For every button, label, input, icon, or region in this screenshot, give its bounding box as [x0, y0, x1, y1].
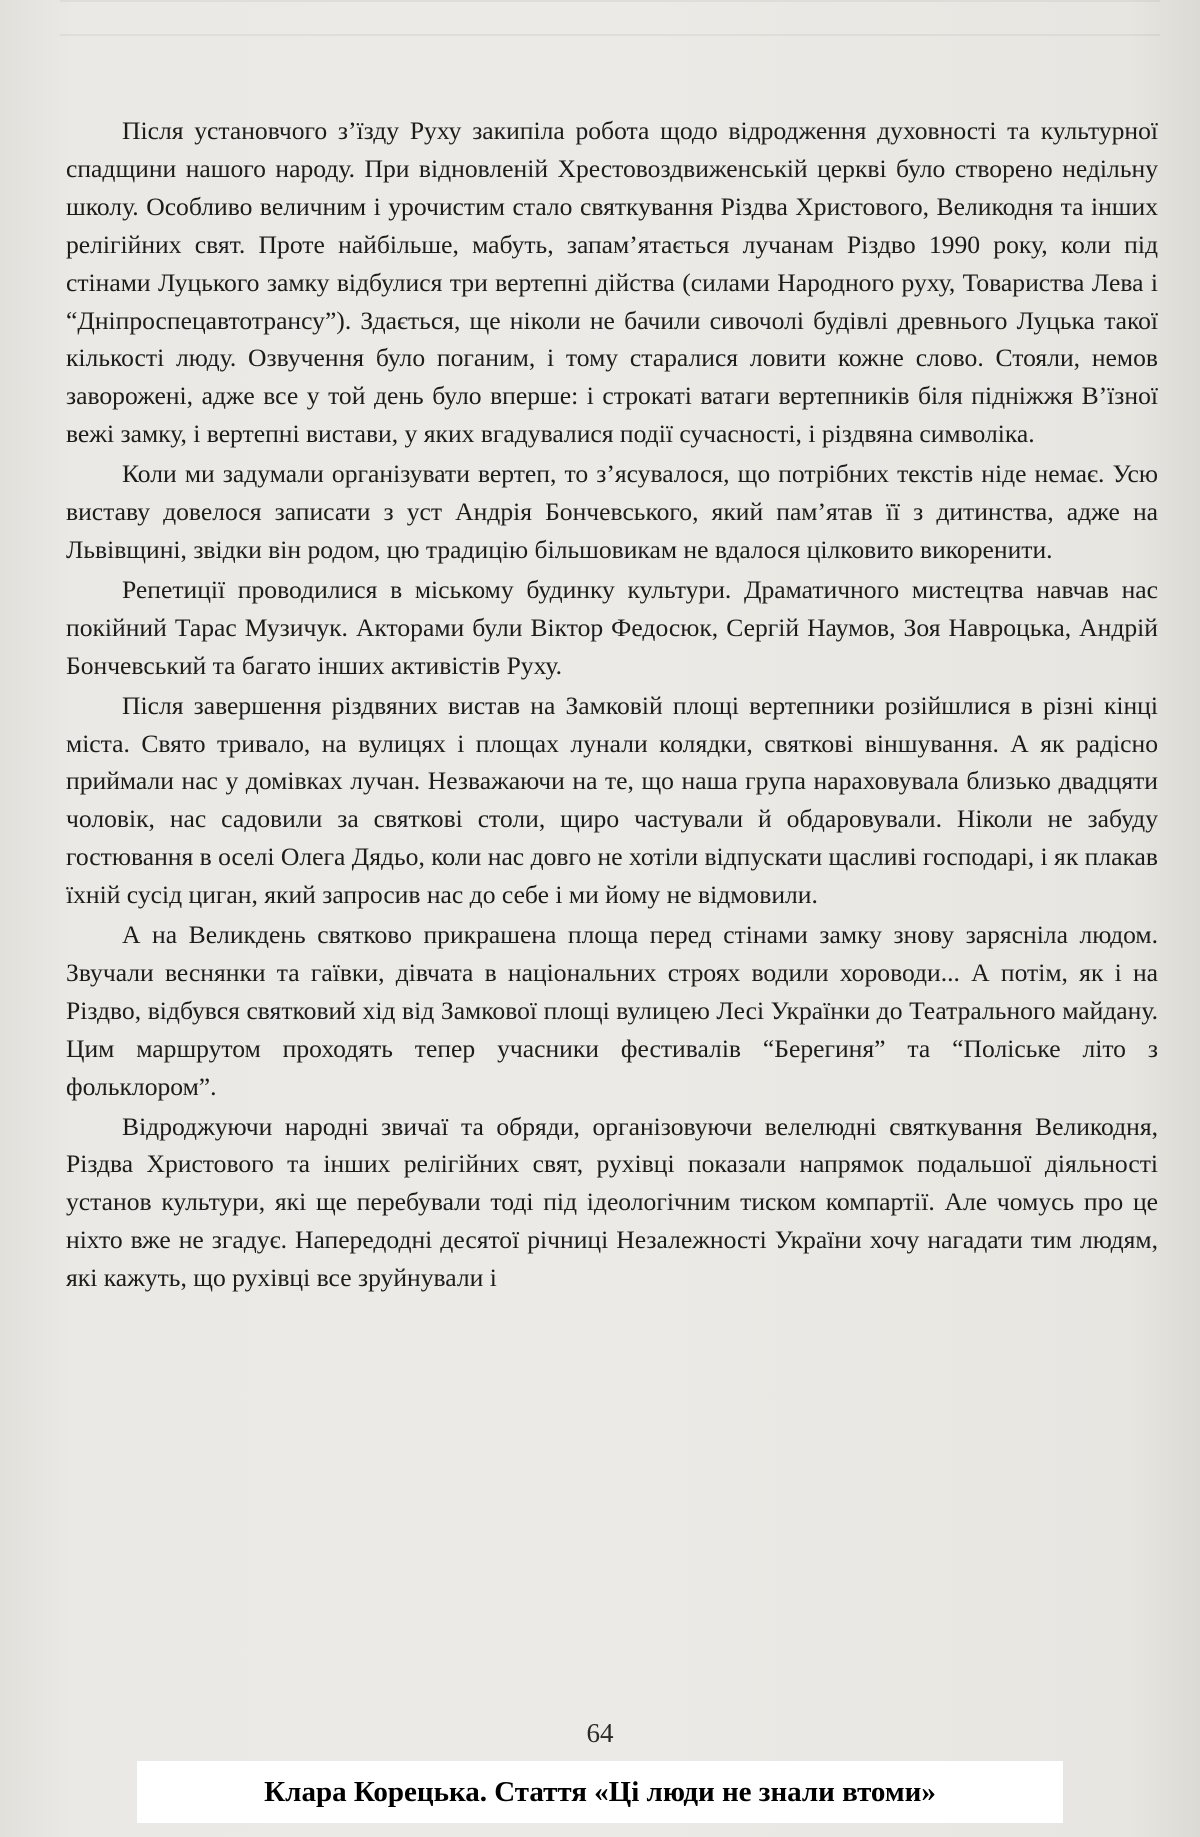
paragraph-3: Репетиції проводилися в міському будинку культури. Драматичного мистецтва навчав нас покійний Тарас Музичук. Акторами були Віктор Федосюк, Сергій Наумов, Зоя Навроцька, Андрій Бончевський та багато інших активістів Руху.: [66, 574, 1158, 680]
paragraph-5: А на Великдень святково прикрашена площа перед стінами замку знову зарясніла людом. Звучали веснянки та гаївки, дівчата в національних строях водили хороводи... А потім, як і на Різдво, відбувся святковий хід від Замкової площі вулицею Лесі Українки до Театрального майдану. Цим маршрутом проходять тепер учасники фестивалів “Берегиня” та “Поліське літо з фольклором”.: [66, 920, 1158, 1101]
paragraph-2: Коли ми задумали організувати вертеп, то з’ясувалося, що потрібних текстів ніде немає. Усю виставу довелося записати з уст Андрія Бончевського, який пам’ятав її з дитинства, адже на Львівщині, звідки він родом, цю традицію більшовикам не вдалося цілковито викоренити.: [66, 459, 1158, 564]
paragraph-6: Відроджуючи народні звичаї та обряди, організовуючи велелюдні святкування Великодня, Різдва Христового та інших релігійних свят, рухівці показали напрямок подальшої діяльності установ культури, які ще перебували тоді під ідеологічним тиском компартії. Але чомусь про це ніхто вже не згадує. Напередодні десятої річниці Незалежності України хочу нагадати тим людям, які кажуть, що рухівці все зруйнували і: [66, 1111, 1158, 1293]
article-body: [66, 112, 1158, 1299]
page-number: 64: [586, 1718, 614, 1748]
caption-box: [137, 1761, 1063, 1823]
caption: Клара Корецька. Стаття «Ці люди не знали втоми»: [264, 1775, 936, 1808]
page-bleed-through: [60, 0, 1160, 60]
paragraph-1: Після установчого з’їзду Руху закипіла робота щодо відродження духовності та культурної спадщини нашого народу. При відновленій Хрестовоздвиженській церкві було створено недільну школу. Особливо величним і урочистим стало святкування Різдва Христового, Великодня та інших релігійних свят. Проте найбільше, мабуть, запам’ятається лучанам Різдво 1990 року, коли під стінами Луцького замку відбулися три вертепні дійства (силами Народного руху, Товариства Лева і “Дніпроспецавтотрансу”). Здається, ще ніколи не бачили сивочолі будівлі древнього Луцька такої кількості люду. Озвучення було поганим, і тому старалися ловити кожне слово. Стояли, немов заворожені, адже все у той день було вперше: і строкаті ватаги вертепників біля підніжжя В’їзної вежі замку, і вертепні вистави, у яких вгадувалися події сучасності, і різдвяна символіка.: [66, 116, 1158, 449]
paragraph-4: Після завершення різдвяних вистав на Замковій площі вертепники розійшлися в різні кінці міста. Свято тривало, на вулицях і площах лунали колядки, святкові віншування. А як радісно приймали нас у домівках лучан. Незважаючи на те, що наша група нараховувала близько двадцяти чоловік, нас садовили за святкові столи, щиро частували й обдаровували. Ніколи не забуду гостювання в оселі Олега Дядьо, коли нас довго не хотіли відпускати щасливі господарі, і як плакав їхній сусід циган, який запросив нас до себе і ми йому не відмовили.: [66, 690, 1158, 910]
